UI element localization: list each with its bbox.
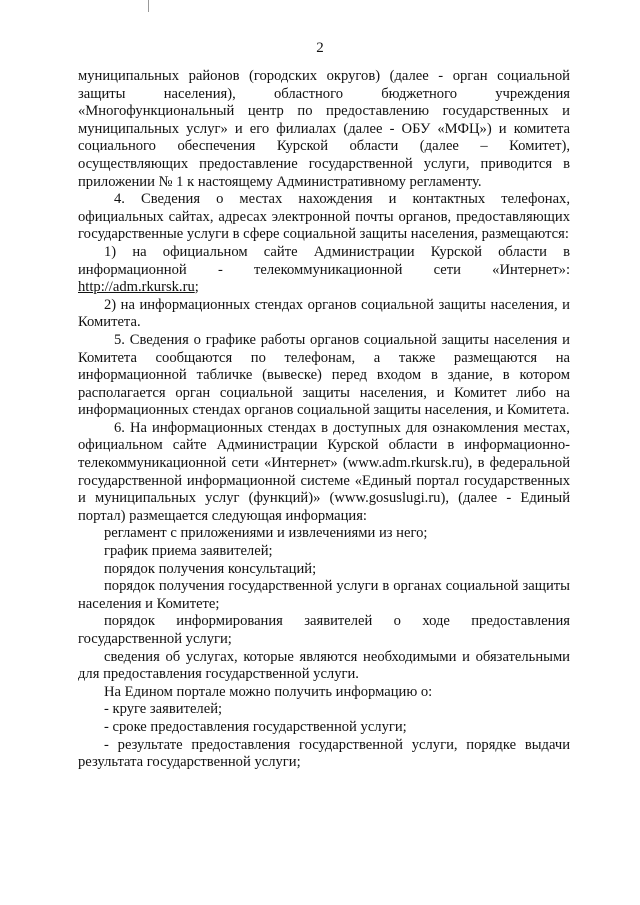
paragraph: муниципальных районов (городских округов) (далее - орган социальной защиты населения), областного бюджетного учреждения «Многофункциональный центр по предоставлению государственных и муниципальных услуг» и его филиалах (далее - ОБУ «МФЦ») и комитета социального обеспечения Курской области (далее – Комитет), осуществляющих предоставление государственной услуги, приводится в приложении № 1 к настоящему Административному регламенту.	[78, 68, 570, 190]
paragraph-item-4: 4. Сведения о местах нахождения и контактных телефонах, официальных сайтах, адресах электронной почты органов, предоставляющих государственные услуги в сфере социальной защиты населения, размещаются:	[78, 191, 570, 243]
paragraph-subitem-2: 2) на информационных стендах органов социальной защиты населения, и Комитета.	[78, 296, 570, 331]
list-item: - результате предоставления государственной услуги, порядке выдачи результата государственной услуги;	[78, 736, 570, 771]
list-item: сведения об услугах, которые являются необходимыми и обязательными для предоставления государственной услуги.	[78, 648, 570, 683]
scan-mark	[148, 0, 149, 12]
list-item: порядок получения консультаций;	[104, 560, 317, 577]
list-item: график приема заявителей;	[104, 543, 273, 560]
list-item: порядок информирования заявителей о ходе предоставления государственной услуги;	[78, 613, 570, 647]
page-number: 2	[316, 40, 324, 56]
admin-site-link[interactable]: http://adm.rkursk.ru	[78, 279, 195, 296]
paragraph-subitem-1	[78, 244, 570, 297]
paragraph-item-6: 6. На информационных стендах в доступных для ознакомления местах, официальном сайте Администрации Курской области в информационно-телекоммуникационной сети «Интернет» (www.adm.rkursk.ru), в федеральной государственной информационной системе «Единый портал государственных и муниципальных услуг (функций)» (www.gosuslugi.ru), (далее - Единый портал) размещается следующая информация:	[78, 419, 570, 524]
list-item: порядок получения государственной услуги в органах социальной защиты населения и Комитете;	[78, 578, 570, 612]
list-item: - круге заявителей;	[104, 701, 223, 718]
subitem-suffix: ;	[194, 279, 199, 296]
paragraph-item-5: 5. Сведения о графике работы органов социальной защиты населения и Комитета сообщаются по телефонам, а также размещаются на информационной табличке (вывеске) перед входом в здание, в котором располагается орган социальной защиты населения, и Комитет либо на информационных стендах органов социальной защиты населения, и Комитета.	[78, 331, 570, 419]
list-item: - сроке предоставления государственной услуги;	[104, 718, 407, 735]
list-item: регламент с приложениями и извлечениями из него;	[104, 525, 428, 542]
paragraph: На Едином портале можно получить информацию о:	[104, 683, 433, 700]
document-body	[78, 68, 570, 772]
subitem-text: 1) на официальном сайте Администрации Курской области в информационной - телекоммуникационной сети «Интернет»:	[78, 243, 570, 278]
